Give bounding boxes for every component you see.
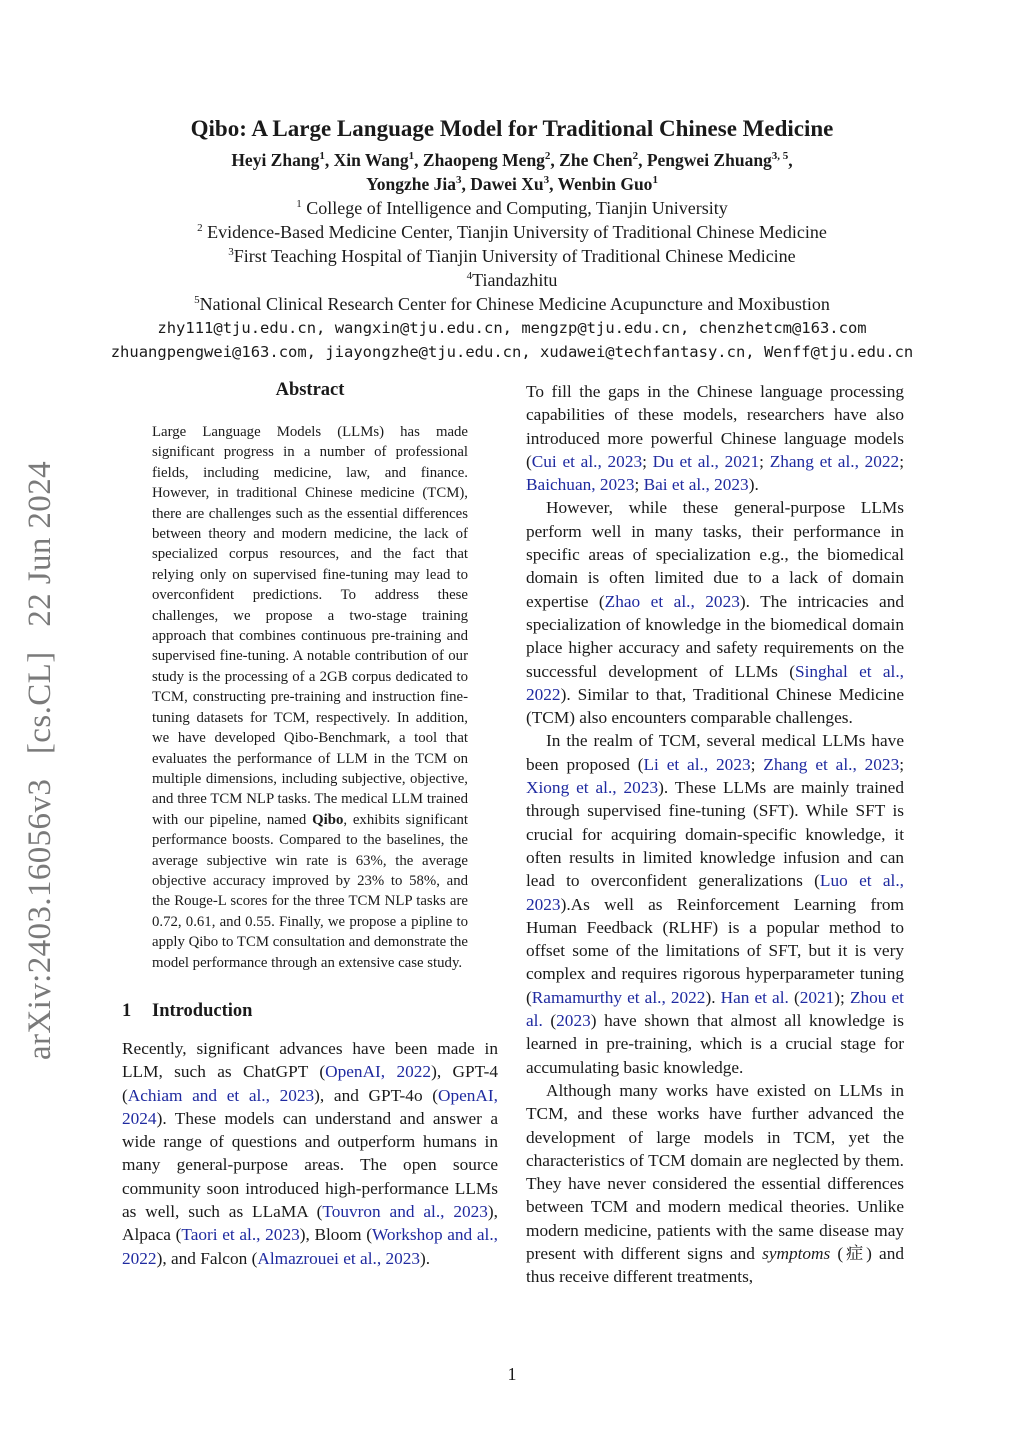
affiliation-text: Evidence-Based Medicine Center, Tianjin University of Traditional Chinese Medicine — [202, 222, 827, 242]
text-run: ). — [420, 1248, 431, 1268]
email-line: zhuangpengwei@163.com, jiayongzhe@tju.edu.cn, xudawei@techfantasy.cn, Wenff@tju.edu.cn — [110, 343, 914, 361]
author-name: Zhe Chen — [559, 150, 633, 170]
text-run: In the realm of TCM, several medical LLMs have been proposed ( — [526, 731, 904, 774]
author-name: Zhaopeng Meng — [422, 150, 545, 170]
author-sep: , — [324, 150, 334, 170]
intro-paragraph — [526, 496, 904, 729]
bold-text: Qibo — [312, 811, 344, 828]
citation-link[interactable]: Li et al., 2023 — [643, 754, 751, 774]
affiliation-text: National Clinical Research Center for Chinese Medicine Acupuncture and Moxibustion — [199, 294, 830, 314]
citation-link[interactable]: Zhang et al., 2022 — [769, 451, 900, 471]
affiliation-text: College of Intelligence and Computing, Tianjin University — [301, 198, 728, 218]
author-line-2 — [0, 172, 1024, 196]
affiliation — [0, 268, 1024, 292]
page-number: 1 — [507, 1364, 517, 1384]
text-run: ), Alpaca ( — [122, 1202, 498, 1245]
text-run: Recently, significant advances have been made in LLM, such as ChatGPT ( — [122, 1038, 498, 1082]
citation-link[interactable]: Cui et al., 2023 — [531, 451, 643, 471]
text-run: ). The intricacies and specialization of knowledge in the biomedical domain place higher accuracy and safety requirements on the successful development of LLMs ( — [526, 591, 904, 681]
citation-link[interactable]: Luo et al., 2023 — [526, 871, 905, 914]
text-run: ; — [899, 451, 905, 471]
citation-link[interactable]: Achiam and et al., 2023 — [127, 1085, 315, 1105]
intro-paragraph — [526, 1079, 904, 1289]
citation-link[interactable]: Almazrouei et al., 2023 — [257, 1248, 421, 1268]
citation-link[interactable]: Workshop and al., 2022 — [122, 1225, 498, 1268]
text-run: ). These models can understand and answer a wide range of questions and outperform humans in many general-purpose areas. The open source community soon introduced high-performance LLMs as well, such as LLaMA ( — [122, 1108, 498, 1222]
abstract-heading: Abstract — [275, 380, 345, 400]
author-sep: , — [414, 150, 423, 170]
affiliation-sup: 5 — [194, 294, 200, 306]
text-run: (症) and thus receive different treatments, — [526, 1243, 905, 1287]
text-run: ). — [705, 987, 721, 1007]
author-sep: , — [461, 174, 471, 194]
affiliation-text: First Teaching Hospital of Tianjin University of Traditional Chinese Medicine — [233, 246, 796, 266]
section-heading — [122, 999, 498, 1023]
arxiv-category: [cs.CL] — [22, 651, 58, 755]
text-run: ; — [634, 475, 644, 495]
text-run: ). Similar to that, Traditional Chinese Medicine (TCM) also encounters comparable challenges. — [526, 684, 904, 728]
author-line-1 — [0, 148, 1024, 172]
text-run: ), Bloom ( — [299, 1225, 372, 1245]
affiliation — [0, 196, 1024, 220]
arxiv-date: 22 Jun 2024 — [22, 460, 58, 627]
author-list — [0, 148, 1024, 196]
citation-link[interactable]: Baichuan, 2023 — [526, 475, 635, 495]
text-run: ), and GPT-4o ( — [314, 1085, 438, 1105]
author-sup: 1 — [652, 174, 658, 187]
affiliation-text: Tiandazhitu — [472, 270, 558, 290]
text-run: ; — [642, 451, 653, 471]
author-sup: 2 — [632, 150, 639, 163]
text-run: To fill the gaps in the Chinese language processing capabilities of these models, researchers have also introduced more powerful Chinese language models ( — [526, 382, 904, 471]
citation-link[interactable]: Zhang et al., 2023 — [763, 754, 900, 774]
affiliation-sup: 1 — [296, 198, 302, 210]
left-column — [122, 378, 498, 1270]
citation-link[interactable]: Zhao et al., 2023 — [604, 591, 740, 611]
text-run: ; — [759, 451, 770, 471]
affiliation-sup: 3 — [228, 246, 234, 258]
intro-paragraph — [122, 1037, 498, 1270]
text-run: ; — [899, 754, 905, 774]
author-name: Dawei Xu — [470, 174, 544, 194]
citation-link[interactable]: OpenAI, 2024 — [122, 1085, 498, 1128]
arxiv-id: arXiv:2403.16056v3 — [22, 778, 58, 1060]
text-run: ), GPT-4 ( — [122, 1062, 498, 1105]
paper-header — [0, 114, 1024, 364]
affiliation — [0, 220, 1024, 244]
section-title: Introduction — [152, 1000, 253, 1021]
citation-link[interactable]: Zhou et al. — [526, 987, 904, 1031]
author-name: Wenbin Guo — [557, 174, 653, 194]
author-name: Pengwei Zhuang — [646, 150, 772, 170]
citation-link[interactable]: Touvron and al., 2023 — [322, 1202, 488, 1222]
citation-link[interactable]: OpenAI, 2022 — [325, 1062, 432, 1082]
citation-link[interactable]: Singhal et al., 2022 — [526, 661, 904, 704]
author-name: Yongzhe Jia — [366, 174, 456, 194]
text-run: ) have shown that almost all knowledge is learned in pre-training, which is a crucial stage for accumulating basic knowledge. — [526, 1011, 904, 1077]
text-run: ). These LLMs are mainly trained through supervised fine-tuning (SFT). While SFT is crucial for acquiring domain-specific knowledge, it often results in limited knowledge infusion and can lead to overconfident generalizations ( — [526, 778, 904, 891]
intro-paragraph — [526, 729, 904, 1078]
affiliation — [0, 292, 1024, 316]
citation-link[interactable]: Ramamurthy et al., 2022 — [531, 987, 706, 1007]
citation-link[interactable]: Han et al. — [720, 987, 789, 1007]
text-run: ). — [748, 475, 759, 495]
intro-paragraph — [526, 380, 904, 496]
affiliation-sup: 2 — [197, 222, 203, 234]
arxiv-identifier — [22, 445, 59, 1060]
text-run: ( — [542, 1011, 557, 1031]
author-sup: 3 — [543, 174, 550, 187]
affiliation — [0, 244, 1024, 268]
abstract-body — [152, 422, 468, 973]
author-sup: 1 — [408, 150, 415, 163]
text-run: ( — [788, 987, 800, 1007]
author-sup: 1 — [319, 150, 325, 163]
author-sep: , — [638, 150, 647, 170]
author-name: Xin Wang — [333, 150, 409, 170]
author-sup: 3, 5 — [771, 150, 789, 163]
citation-link[interactable]: Bai et al., 2023 — [643, 475, 749, 495]
right-column — [526, 380, 904, 1289]
italic-text: symptoms — [762, 1243, 831, 1263]
affiliation-sup: 4 — [466, 270, 473, 282]
citation-link[interactable]: Du et al., 2021 — [652, 451, 760, 471]
text-run: ); — [834, 987, 850, 1007]
section-number: 1 — [122, 1000, 132, 1021]
author-sup: 2 — [544, 150, 551, 163]
text-run: However, while these general-purpose LLMs perform well in many tasks, their performance in specific areas of specialization e.g., the biomedical domain is often limited due to a lack of domain expertise ( — [526, 498, 904, 611]
citation-link[interactable]: 2021 — [799, 987, 835, 1007]
citation-link[interactable]: Xiong et al., 2023 — [526, 778, 659, 798]
text-run: ), and Falcon ( — [156, 1248, 258, 1268]
email-line: zhy111@tju.edu.cn, wangxin@tju.edu.cn, mengzp@tju.edu.cn, chenzhetcm@163.com — [157, 319, 867, 337]
text-run: ).As well as Reinforcement Learning from Human Feedback (RLHF) is a popular method to offset some of the limitations of SFT, but it is very complex and requires rigorous hyperparameter tuning ( — [526, 894, 904, 1007]
author-sep: , — [550, 150, 560, 170]
citation-link[interactable]: Taori et al., 2023 — [181, 1225, 300, 1245]
citation-link[interactable]: 2023 — [556, 1011, 591, 1031]
text-run: ; — [750, 754, 764, 774]
text-run: Although many works have existed on LLMs in TCM, and these works have further advanced the development of large models in TCM, yet the characteristics of TCM domain are neglected by them. They have never considered the essential differences between TCM and modern medical theories. Unlike modern medicine, patients with the same disease may present with different signs and — [526, 1080, 904, 1263]
author-sep: , — [788, 150, 793, 170]
text-run: , exhibits significant performance boosts. Compared to the baselines, the average subjective win rate is 63%, the average objective accuracy improved by 23% to 58%, and the Rouge-L scores for the three TCM NLP tasks are 0.72, 0.61, and 0.55. Finally, we propose a pipline to apply Qibo to TCM consultation and demonstrate the model performance through an extensive case study. — [152, 811, 468, 971]
author-name: Heyi Zhang — [231, 150, 320, 170]
author-sep: , — [549, 174, 558, 194]
text-run: Large Language Models (LLMs) has made significant progress in a number of professional fields, including medicine, law, and finance. However, in traditional Chinese medicine (TCM), there are challenges such as the essential differences between theory and modern medicine, the lack of specialized corpus resources, and the fact that relying only on supervised fine-tuning may lead to overconfident predictions. To address these challenges, we propose a two-stage training approach that combines continuous pre-training and supervised fine-tuning. A notable contribution of our study is the processing of a 2GB corpus dedicated to TCM, constructing pre-training and instruction fine-tuning datasets for TCM, respectively. In addition, we have developed Qibo-Benchmark, a tool that evaluates the performance of LLM in the TCM on multiple dimensions, including subjective, objective, and three TCM NLP tasks. The medical LLM trained with our pipeline, named — [152, 424, 468, 828]
paper-title: Qibo: A Large Language Model for Traditional Chinese Medicine — [190, 116, 834, 141]
author-sup: 3 — [456, 174, 462, 187]
